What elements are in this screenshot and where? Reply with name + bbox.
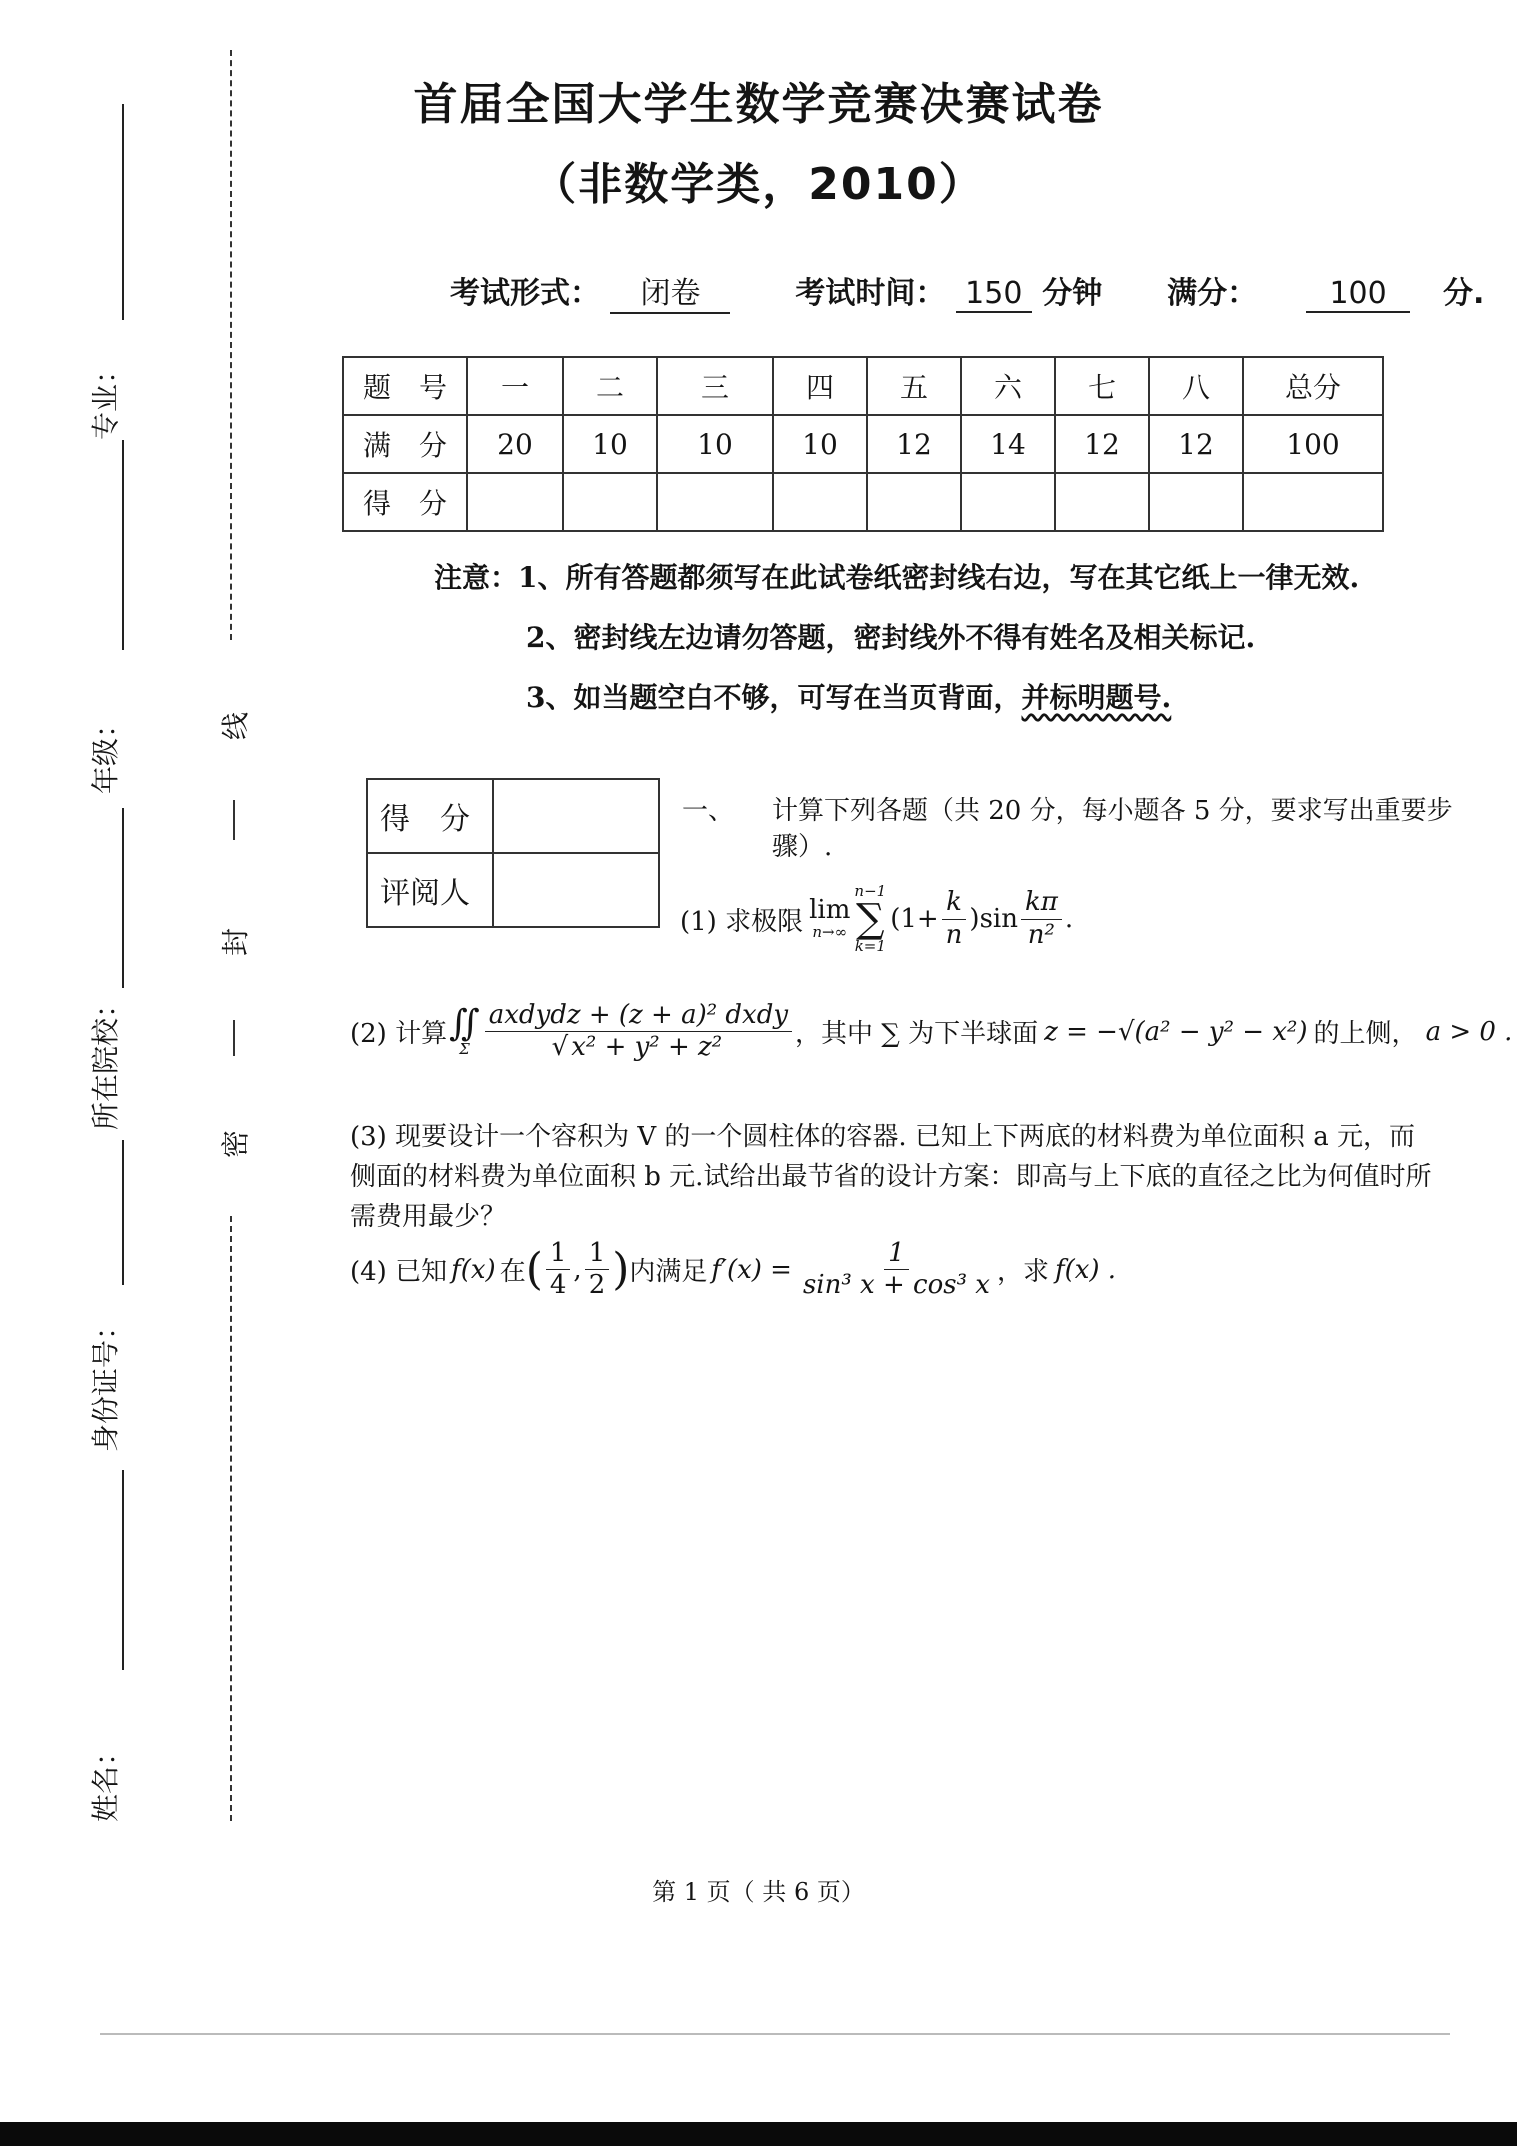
score-table-empty-cell[interactable] bbox=[961, 473, 1055, 531]
seal-char-mi: 密 bbox=[219, 1129, 253, 1159]
name-label: 姓名： bbox=[89, 1738, 122, 1823]
note-3-emphasis: 并标明题号. bbox=[1021, 681, 1172, 714]
question-1 bbox=[680, 884, 1073, 954]
q1-sum-bottom: k=1 bbox=[854, 937, 886, 955]
q1-part: )sin bbox=[969, 904, 1018, 934]
seal-separator bbox=[233, 800, 235, 840]
page-divider bbox=[100, 2033, 1450, 2035]
q2-text: ，其中 ∑ 为下半球面 bbox=[795, 1019, 1039, 1050]
q4-i2-den: 2 bbox=[588, 1270, 606, 1301]
exam-form-value: 闭卷 bbox=[610, 268, 730, 314]
q1-limit bbox=[809, 897, 850, 940]
section-1-text-line1: 计算下列各题（共 20 分，每小题各 5 分，要求写出重要步 bbox=[772, 796, 1453, 826]
question-4: (4) 已知 f(x) 在 ( $\frac{1}{4}$ , $\frac{1}{2}$ ) 内满足 f′(x) = $\frac{1}{\text{sin³ x + cos³ x}}$ ，求 f(x) . bbox=[350, 1238, 1117, 1301]
note-2: 2、密封线左边请勿答题，密封线外不得有姓名及相关标记. bbox=[526, 621, 1256, 654]
school-field-line[interactable] bbox=[122, 1140, 124, 1285]
score-table-cell: 14 bbox=[961, 415, 1055, 473]
q1-frac1-den: n bbox=[945, 919, 963, 950]
id-label: 身份证号： bbox=[89, 1311, 122, 1452]
grade-box-score-field[interactable] bbox=[493, 779, 659, 853]
score-table-cell: 12 bbox=[1055, 415, 1149, 473]
note-1 bbox=[434, 556, 1359, 596]
score-table-empty-cell[interactable] bbox=[773, 473, 867, 531]
score-table-empty-cell[interactable] bbox=[1055, 473, 1149, 531]
grade-box-reviewer-field[interactable] bbox=[493, 853, 659, 927]
q4-interval-upper bbox=[585, 1238, 610, 1301]
score-table-cell: 10 bbox=[563, 415, 657, 473]
q2-denominator: √ x² + y² + z² bbox=[548, 1032, 730, 1063]
exam-score-value: 100 bbox=[1306, 276, 1410, 313]
grade-field-line[interactable] bbox=[122, 808, 124, 988]
q2-text-tail: 的上侧， bbox=[1313, 1019, 1418, 1050]
score-table-empty-cell[interactable] bbox=[867, 473, 961, 531]
note-1-text: 1、所有答题都须写在此试卷纸密封线右边，写在其它纸上一律无效. bbox=[518, 561, 1360, 594]
id-field-line[interactable] bbox=[122, 1470, 124, 1670]
grade-box bbox=[366, 778, 660, 928]
score-table-col-header: 八 bbox=[1149, 357, 1243, 415]
question-2 bbox=[350, 1000, 1512, 1063]
seal-char-feng: 封 bbox=[219, 927, 253, 957]
q4-rhs-num: 1 bbox=[884, 1238, 909, 1270]
q4-i2-num: 1 bbox=[585, 1238, 610, 1270]
exam-form-label: 考试形式： bbox=[450, 276, 600, 311]
exam-time-label: 考试时间： bbox=[795, 276, 946, 311]
q1-lim-text: lim bbox=[809, 895, 851, 926]
score-table-cell: 12 bbox=[867, 415, 961, 473]
note-prefix: 注意： bbox=[434, 561, 519, 594]
score-table-row-label: 满 分 bbox=[343, 415, 467, 473]
score-table-empty-cell[interactable] bbox=[1243, 473, 1383, 531]
score-table-row-label: 得 分 bbox=[343, 473, 467, 531]
q1-frac2-den: n² bbox=[1027, 919, 1055, 950]
question-3-line2: 侧面的材料费为单位面积 b 元.试给出最节省的设计方案：即高与上下底的直径之比为何值时所 bbox=[350, 1162, 1432, 1192]
exam-time-unit: 分钟 bbox=[1042, 276, 1103, 311]
q4-i1-den: 4 bbox=[549, 1270, 567, 1301]
score-table-cell: 12 bbox=[1149, 415, 1243, 473]
score-table-col-header: 七 bbox=[1055, 357, 1149, 415]
score-table-fullmarks-row bbox=[343, 415, 1383, 473]
score-table-earned-row bbox=[343, 473, 1383, 531]
school-label: 所在院校： bbox=[89, 989, 122, 1130]
exam-time-value: 150 bbox=[956, 276, 1032, 313]
q1-lim-sub: n→∞ bbox=[812, 922, 848, 941]
seal-char-line: 线 bbox=[219, 711, 253, 741]
grade-box-reviewer-label: 评阅人 bbox=[367, 853, 493, 927]
grade-label: 年级： bbox=[89, 710, 122, 795]
q4-rhs-den: sin³ x + cos³ x bbox=[802, 1270, 990, 1301]
section-1-text-line2: 骤）. bbox=[772, 832, 833, 862]
score-table-empty-cell[interactable] bbox=[1149, 473, 1243, 531]
q4-right-paren: ) bbox=[612, 1244, 630, 1296]
score-table-col-header: 一 bbox=[467, 357, 563, 415]
q1-fraction-k-n bbox=[942, 887, 967, 950]
q1-sum-top: n−1 bbox=[854, 882, 887, 900]
major-field-line[interactable] bbox=[122, 440, 124, 650]
q4-left-paren: ( bbox=[525, 1244, 543, 1296]
seal-dashed-line bbox=[230, 50, 232, 640]
q1-part: (1+ bbox=[890, 904, 939, 934]
seal-dashed-line bbox=[230, 1216, 232, 1821]
section-1-number: 一、 bbox=[682, 796, 735, 826]
exam-score-unit: 分. bbox=[1442, 276, 1485, 311]
q1-sum-symbol: ∑ bbox=[856, 896, 885, 942]
q4-ask-fx: f(x) . bbox=[1054, 1254, 1117, 1285]
major-label: 专业： bbox=[89, 356, 122, 441]
scan-edge bbox=[0, 2122, 1517, 2146]
q1-label: (1) 求极限 bbox=[680, 906, 804, 937]
exam-info bbox=[450, 268, 1484, 314]
q1-end: . bbox=[1064, 904, 1074, 934]
score-table-cell: 10 bbox=[657, 415, 773, 473]
question-3-line3: 需费用最少？ bbox=[350, 1202, 507, 1232]
q2-integral-sub: Σ bbox=[459, 1040, 470, 1059]
q4-fprime: f′(x) = bbox=[711, 1254, 792, 1285]
score-table-cell: 20 bbox=[467, 415, 563, 473]
note-3 bbox=[526, 676, 1171, 716]
score-table-col-header: 总分 bbox=[1243, 357, 1383, 415]
score-table-empty-cell[interactable] bbox=[657, 473, 773, 531]
q2-surface: z = −√(a² − y² − x²) bbox=[1044, 1016, 1308, 1047]
q2-condition: a > 0 . bbox=[1425, 1016, 1513, 1047]
q4-i1-num: 1 bbox=[546, 1238, 571, 1270]
question-3-line1: (3) 现要设计一个容积为 V 的一个圆柱体的容器. 已知上下两底的材料费为单位面积 a 元，而 bbox=[350, 1122, 1415, 1152]
exam-score-label: 满分： bbox=[1167, 276, 1258, 311]
score-table-row-label: 题 号 bbox=[343, 357, 467, 415]
score-table bbox=[342, 356, 1384, 532]
note-3-text: 3、如当题空白不够，可写在当页背面， bbox=[526, 681, 1022, 714]
q4-ask: ，求 bbox=[996, 1257, 1049, 1288]
score-table-col-header: 五 bbox=[867, 357, 961, 415]
exam-title: 首届全国大学生数学竞赛决赛试卷 bbox=[413, 79, 1104, 130]
grade-box-score-label: 得 分 bbox=[367, 779, 493, 853]
score-table-cell: 100 bbox=[1243, 415, 1383, 473]
q2-integral bbox=[449, 1003, 480, 1059]
seal-separator bbox=[233, 1020, 235, 1056]
q2-numerator: axdydz + (z + a)² dxdy bbox=[485, 1000, 792, 1032]
score-table-cell: 10 bbox=[773, 415, 867, 473]
q2-label: (2) 计算 bbox=[350, 1019, 448, 1050]
score-table-header-row bbox=[343, 357, 1383, 415]
score-table-col-header: 三 bbox=[657, 357, 773, 415]
q4-in: 在 bbox=[499, 1257, 526, 1288]
q1-fraction-kpi-n2 bbox=[1021, 887, 1062, 950]
q2-integral-symbol: ∬ bbox=[449, 1003, 480, 1045]
score-table-col-header: 四 bbox=[773, 357, 867, 415]
q1-frac1-num: k bbox=[942, 887, 966, 919]
q4-label: (4) 已知 bbox=[350, 1257, 448, 1288]
score-table-empty-cell[interactable] bbox=[467, 473, 563, 531]
q2-fraction bbox=[485, 1000, 792, 1063]
q1-frac2-num: kπ bbox=[1021, 887, 1062, 919]
major-line bbox=[122, 104, 124, 320]
score-table-col-header: 二 bbox=[563, 357, 657, 415]
q2-denominator-radicand: x² + y² + z² bbox=[568, 1031, 725, 1062]
score-table-col-header: 六 bbox=[961, 357, 1055, 415]
page-footer: 第 1 页（ 共 6 页） bbox=[652, 1878, 865, 1906]
exam-subtitle: （非数学类，2010） bbox=[532, 159, 985, 210]
q4-interval-lower bbox=[546, 1238, 571, 1301]
q4-condition-text: 内满足 bbox=[629, 1257, 708, 1288]
q1-sum bbox=[854, 884, 886, 954]
q4-rhs-fraction bbox=[799, 1238, 994, 1301]
score-table-empty-cell[interactable] bbox=[563, 473, 657, 531]
q4-fx: f(x) bbox=[451, 1254, 496, 1285]
